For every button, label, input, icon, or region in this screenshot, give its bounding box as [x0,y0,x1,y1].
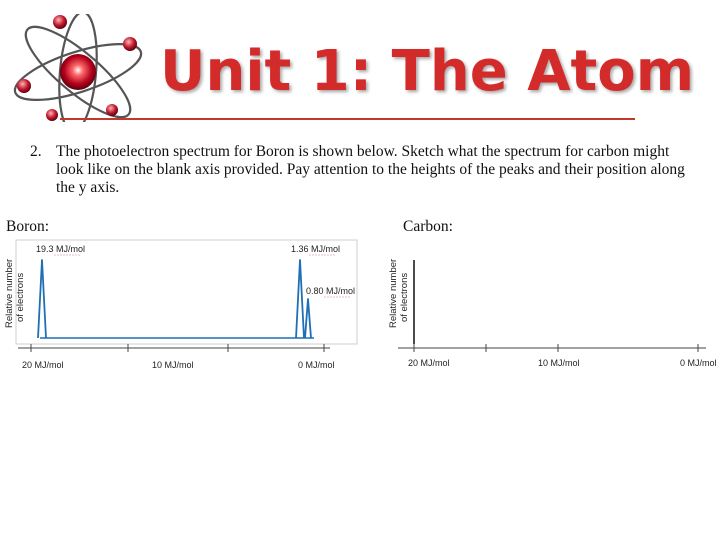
x-tick-label: 20 MJ/mol [408,358,450,368]
x-tick-label: 20 MJ/mol [22,360,64,370]
y-axis-label: Relative number [4,258,15,328]
carbon-blank-chart [380,250,720,376]
title-underline [60,118,635,120]
spectrum-peak [38,260,46,338]
y-axis-label: Relative number [388,258,399,328]
peak-label: 19.3 MJ/mol [36,244,86,254]
carbon-label: Carbon: [403,218,453,235]
x-tick-label: 0 MJ/mol [298,360,335,370]
page-title: Unit 1: The Atom [160,39,695,104]
question-number: 2. [30,143,42,160]
peak-label: 0.80 MJ/mol [306,286,356,296]
boron-label: Boron: [6,218,50,235]
x-tick-label: 10 MJ/mol [152,360,194,370]
spectrum-peak [296,260,304,338]
x-tick-label: 10 MJ/mol [538,358,580,368]
question-text: The photoelectron spectrum for Boron is shown below. Sketch what the spectrum for carbon might look like on the blank axis provided. Pay attention to the heights of the peaks and their position along the y axis. [56,143,685,196]
atom-icon [8,14,158,122]
y-axis-label-line2: of electrons [15,272,26,322]
spectrum-peak [305,299,311,338]
boron-spectrum-chart [0,236,360,376]
x-tick-label: 0 MJ/mol [680,358,717,368]
peak-label: 1.36 MJ/mol [291,244,341,254]
y-axis-label-line2: of electrons [399,272,410,322]
